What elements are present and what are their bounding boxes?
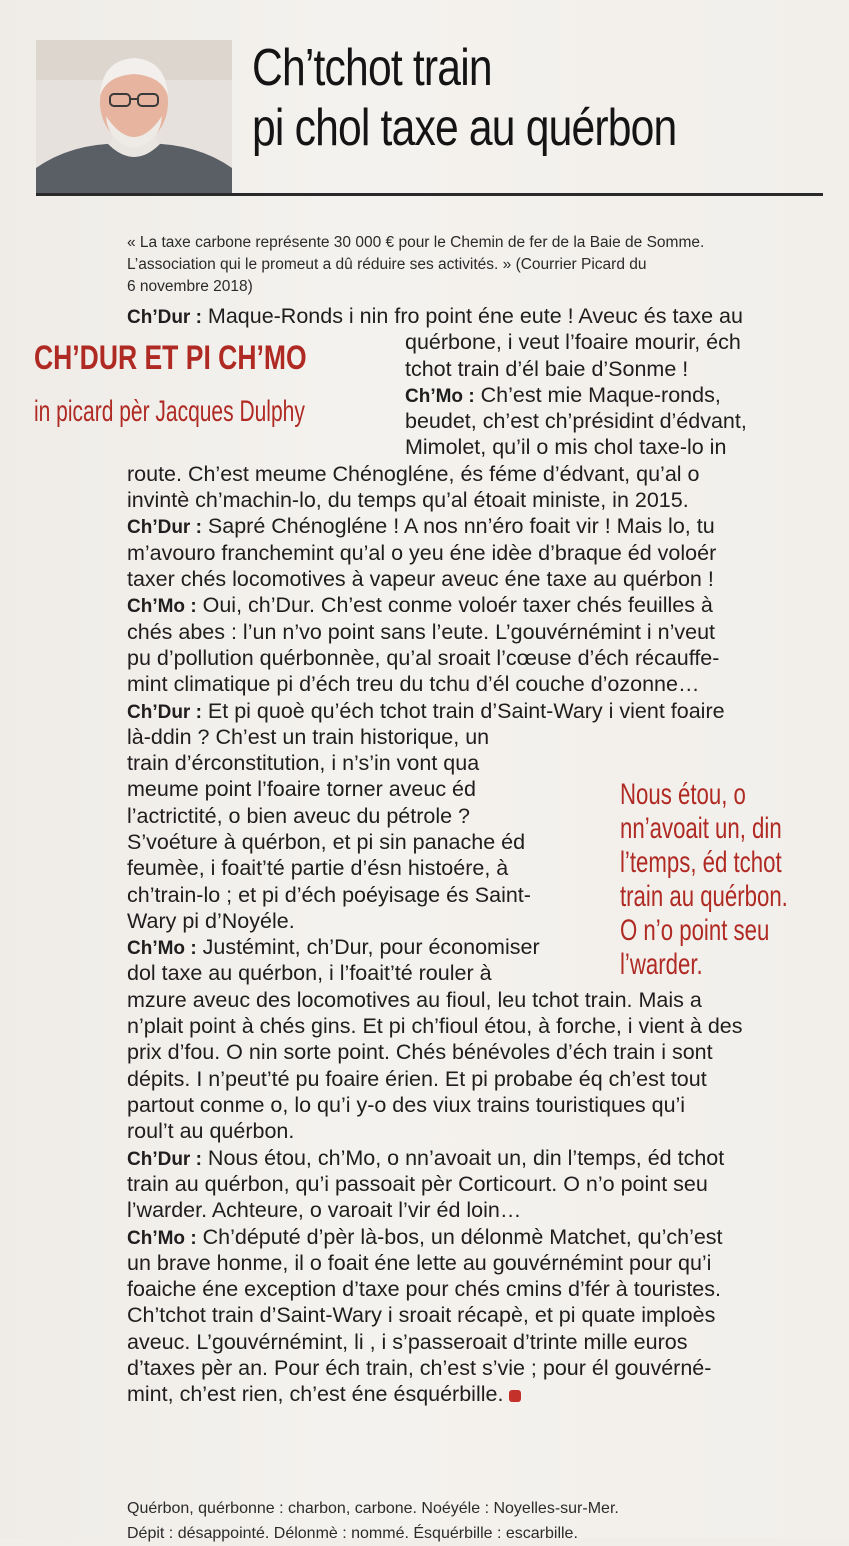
article-title: [252, 38, 711, 158]
dialogue-line: [127, 461, 747, 487]
dialogue-line: [127, 1013, 743, 1039]
pull-quote-line: train au quérbon.: [620, 880, 788, 913]
dialogue-text: Nous étou, ch’Mo, o nn’avoait un, din l’temps, éd tchot: [201, 1145, 725, 1170]
dialogue-text: S’voéture à quérbon, et pi sin panache éd: [127, 829, 526, 854]
dialogue-line: [127, 645, 719, 671]
dialogue-text: mzure aveuc des locomotives au fioul, leu tchot train. Mais a: [127, 987, 702, 1012]
dialogue-line: [127, 408, 747, 434]
dialogue-paragraph: [127, 513, 716, 592]
column-rubric: CH’DUR ET PI CH’MO: [34, 339, 307, 377]
dialogue-line: [127, 698, 725, 724]
dialogue-text: Wary pi d’Noyéle.: [127, 908, 295, 933]
dialogue-text: Maque-Ronds i nin fro point éne eute ! Aveuc és taxe au: [201, 304, 743, 328]
dialogue-text: Sapré Chénogléne ! A nos nn’éro foait vir ! Mais lo, tu: [201, 514, 715, 539]
title-line-2: pi chol taxe au quérbon: [252, 99, 677, 157]
speaker-label: Ch’Dur :: [127, 517, 202, 539]
author-portrait-image: [36, 40, 232, 196]
dialogue-line: [127, 1092, 743, 1118]
dialogue-line: [127, 329, 743, 355]
dialogue-text: Ch’député d’pèr là-bos, un délonmè Matchet, qu’ch’est: [196, 1224, 723, 1249]
end-of-article-mark: [509, 1390, 521, 1402]
dialogue-line: [127, 1329, 723, 1355]
dialogue-text: taxer chés locomotives à vapeur aveuc éne taxe au quérbon !: [127, 566, 714, 591]
pull-quote: [620, 778, 798, 982]
speaker-label: Ch’Dur :: [127, 307, 202, 328]
quote-line: 6 novembre 2018): [127, 278, 253, 295]
speaker-label: Ch’Mo :: [127, 938, 197, 960]
dialogue-line: [127, 1224, 723, 1250]
dialogue-text: pu d’pollution quérbonnèe, qu’al sroait l’cœuse d’éch récauffe-: [127, 645, 720, 670]
dialogue-line: [127, 356, 743, 382]
dialogue-line: [127, 1276, 723, 1302]
dialogue-text: dol taxe au quérbon, i l’foait’té rouler à: [127, 961, 492, 986]
dialogue-text: Ch’est mie Maque-ronds,: [474, 382, 721, 407]
dialogue-line: [127, 1066, 743, 1092]
dialogue-text: Mimolet, qu’il o mis chol taxe-lo in: [405, 435, 727, 460]
dialogue-text: meume point l’foaire torner aveuc éd: [127, 777, 476, 802]
dialogue-text: beudet, ch’est ch’présidint d’édvant,: [405, 409, 747, 434]
dialogue-text: dépits. I n’peut’té pu foaire érien. Et pi probabe éq ch’est tout: [127, 1066, 707, 1091]
dialogue-text: l’warder. Achteure, o varoait l’vir éd loin…: [127, 1198, 522, 1223]
dialogue-text: foaiche éne exception d’taxe pour chés cmins d’fér à touristes.: [127, 1277, 721, 1302]
title-line-1: Ch’tchot train: [252, 39, 492, 97]
quote-line: L’association qui le promeut a dû réduire ses activités. » (Courrier Picard du: [127, 256, 647, 273]
dialogue-line: [127, 1302, 723, 1328]
dialogue-line: [127, 434, 747, 460]
column-byline: in picard pèr Jacques Dulphy: [34, 395, 305, 428]
dialogue-paragraph: [127, 1224, 723, 1408]
dialogue-line: [127, 987, 743, 1013]
dialogue-text: prix d’fou. O nin sorte point. Chés bénévoles d’éch train i sont: [127, 1040, 713, 1065]
pull-quote-line: nn’avoait un, din: [620, 812, 782, 845]
quote-line: « La taxe carbone représente 30 000 € pour le Chemin de fer de la Baie de Somme.: [127, 234, 705, 251]
dialogue-text: mint climatique pi d’éch treu du tchu d’él couche d’ozonne…: [127, 672, 700, 697]
dialogue-text: m’avouro franchemint qu’al o yeu éne idèe d’braque éd voloér: [127, 540, 717, 565]
dialogue-text: tchot train d’él baie d’Sonme !: [405, 356, 689, 381]
glossary: [127, 1496, 827, 1546]
pull-quote-line: l’warder.: [620, 948, 703, 981]
dialogue-line: [127, 750, 725, 776]
dialogue-text: train d’érconstitution, i n’s’in vont qua: [127, 751, 480, 776]
pull-quote-line: Nous étou, o: [620, 778, 746, 811]
dialogue-line: [127, 592, 719, 618]
dialogue-text: Ch’tchot train d’Saint-Wary i sroait récapè, et pi quate imploès: [127, 1303, 716, 1328]
dialogue-text: d’taxes pèr an. Pour éch train, ch’est s’vie ; pour él gouvérné-: [127, 1355, 712, 1380]
dialogue-text: l’actrictité, o bien aveuc du pétrole ?: [127, 803, 471, 828]
dialogue-text: roul’t au quérbon.: [127, 1119, 295, 1144]
dialogue-text: ch’train-lo ; et pi d’éch poéyisage és Saint-: [127, 882, 531, 907]
dialogue-line: [127, 1039, 743, 1065]
dialogue-line: [127, 566, 716, 592]
dialogue-paragraph: [127, 303, 743, 382]
dialogue-text: Justémint, ch’Dur, pour économiser: [196, 935, 540, 960]
dialogue-line: [127, 513, 716, 539]
speaker-label: Ch’Dur :: [127, 701, 202, 723]
dialogue-line: [127, 1118, 743, 1144]
dialogue-line: [127, 303, 743, 329]
dialogue-text: invintè ch’machin-lo, du temps qu’al étoait ministe, in 2015.: [127, 488, 689, 513]
dialogue-line: [127, 487, 747, 513]
dialogue-text: chés abes : l’un n’vo point sans l’eute. L’gouvérnémint i n’veut: [127, 619, 716, 644]
dialogue-paragraph: [127, 1145, 724, 1224]
dialogue-line: [127, 724, 725, 750]
dialogue-text: partout conme o, lo qu’i y-o des viux trains touristiques qu’i: [127, 1092, 686, 1117]
dialogue-text: route. Ch’est meume Chénogléne, és féme d’édvant, qu’al o: [127, 461, 700, 486]
dialogue-paragraph: [127, 382, 747, 513]
intro-quote: [127, 232, 827, 298]
speaker-label: Ch’Dur :: [127, 1148, 202, 1170]
glossary-line: Dépit : désappointé. Délonmè : nommé. Ésquérbille : escarbille.: [127, 1525, 578, 1542]
speaker-label: Ch’Mo :: [127, 1227, 197, 1249]
dialogue-line: [127, 1145, 724, 1171]
dialogue-line: [127, 1250, 723, 1276]
speaker-label: Ch’Mo :: [405, 385, 475, 407]
title-divider: [36, 193, 823, 196]
author-photo: [36, 40, 232, 196]
dialogue-text: n’plait point à chés gins. Et pi ch’fioul étou, à forche, i vient à des: [127, 1014, 743, 1039]
dialogue-text: Et pi quoè qu’éch tchot train d’Saint-Wary i vient foaire: [201, 698, 725, 723]
pull-quote-line: O n’o point seu: [620, 914, 770, 947]
dialogue-text: quérbone, i veut l’foaire mourir, éch: [405, 330, 741, 355]
dialogue-line: [127, 540, 716, 566]
dialogue-line: [127, 671, 719, 697]
dialogue-paragraph: [127, 592, 719, 697]
dialogue-line: [127, 1197, 724, 1223]
dialogue-line: [127, 619, 719, 645]
glossary-line: Quérbon, quérbonne : charbon, carbone. Noéyéle : Noyelles-sur-Mer.: [127, 1500, 619, 1517]
dialogue-text: là-ddin ? Ch’est un train historique, un: [127, 724, 490, 749]
dialogue-line: [127, 1171, 724, 1197]
pull-quote-line: l’temps, éd tchot: [620, 846, 782, 879]
dialogue-text: feumèe, i foait’té partie d’ésn histoére, à: [127, 856, 509, 881]
dialogue-text: aveuc. L’gouvérnémint, li , i s’passeroait d’trinte mille euros: [127, 1329, 688, 1354]
dialogue-line: [127, 382, 747, 408]
dialogue-text: mint, ch’est rien, ch’est éne ésquérbille.: [127, 1382, 504, 1407]
dialogue-text: Oui, ch’Dur. Ch’est conme voloér taxer chés feuilles à: [196, 593, 713, 618]
dialogue-line: [127, 1355, 723, 1381]
speaker-label: Ch’Mo :: [127, 596, 197, 618]
dialogue-text: un brave honme, il o foait éne lette au gouvérnémint pour qu’i: [127, 1250, 712, 1275]
dialogue-text: train au quérbon, qu’i passoait pèr Corticourt. O n’o point seu: [127, 1171, 708, 1196]
dialogue-line: [127, 1381, 723, 1407]
